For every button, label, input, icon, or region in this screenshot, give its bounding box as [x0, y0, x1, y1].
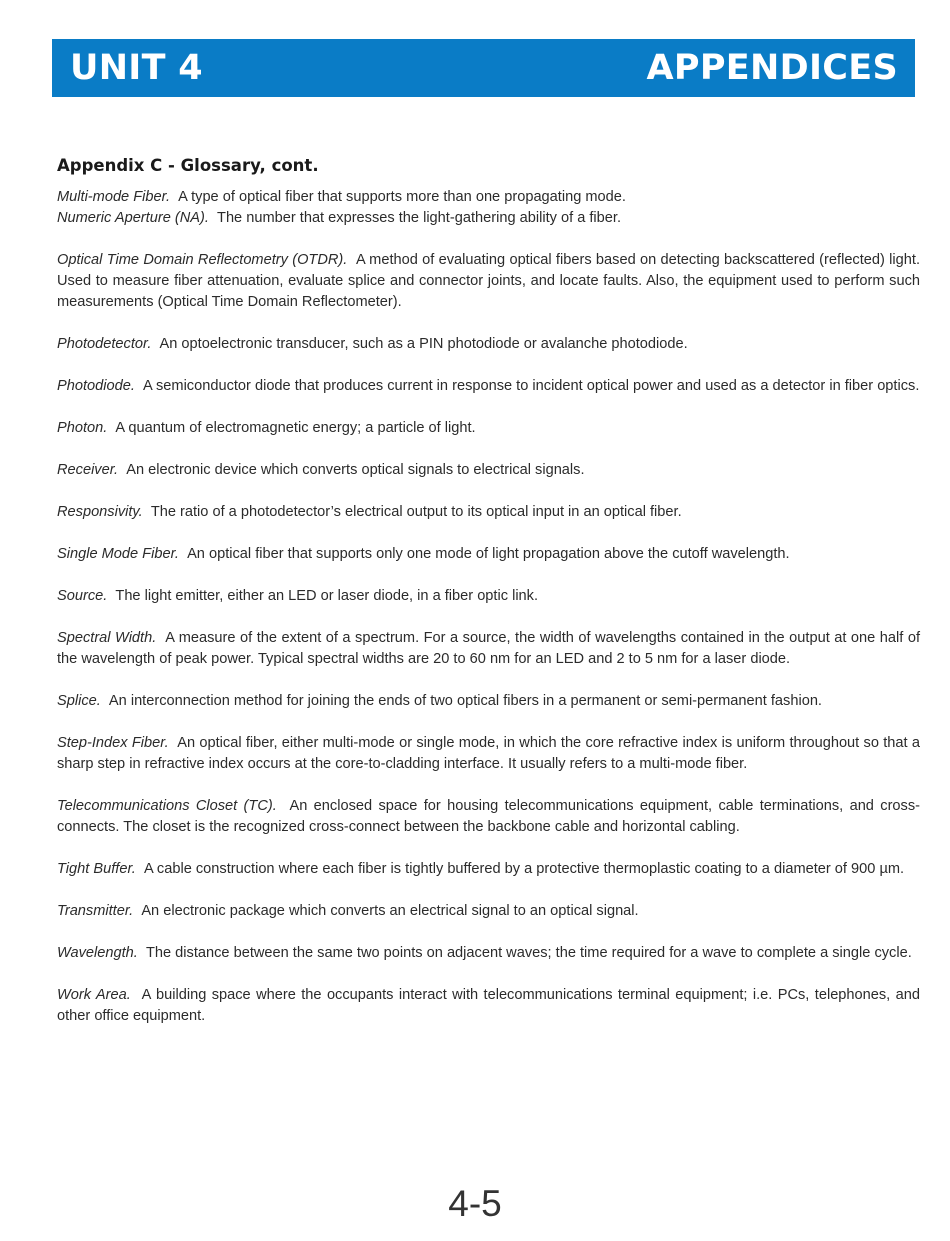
- glossary-term: Step-Index Fiber.: [57, 735, 169, 751]
- glossary-definition: A cable construction where each fiber is tightly buffered by a protective thermoplastic coating to a diameter of 900 µm.: [143, 861, 905, 877]
- glossary-definition: An electronic package which converts an electrical signal to an optical signal.: [141, 903, 639, 919]
- glossary-entry-work-area: [57, 985, 920, 1027]
- glossary-definition: An optical fiber, either multi-mode or single mode, in which the core refractive index is uniform throughout so that a sharp step in refractive index occurs at the core-to-cladding interface. It usually refers to a multi-mode fiber.: [57, 735, 920, 772]
- glossary-term: Responsivity.: [57, 504, 143, 520]
- glossary-term: Telecommunications Closet (TC).: [57, 798, 277, 814]
- glossary-definition: An electronic device which converts optical signals to electrical signals.: [126, 462, 585, 478]
- section-title: APPENDICES: [646, 47, 898, 88]
- glossary-term: Splice.: [57, 693, 101, 709]
- glossary-term: Transmitter.: [57, 903, 134, 919]
- glossary-definition: An interconnection method for joining the ends of two optical fibers in a permanent or semi-permanent fashion.: [108, 693, 822, 709]
- glossary-definition: A quantum of electromagnetic energy; a particle of light.: [115, 420, 476, 436]
- glossary-entry-source: [57, 586, 920, 607]
- glossary-definition: An optoelectronic transducer, such as a PIN photodiode or avalanche photodiode.: [159, 336, 688, 352]
- glossary-entry-receiver: [57, 460, 920, 481]
- glossary-term: Optical Time Domain Reflectometry (OTDR).: [57, 252, 348, 268]
- unit-banner: [52, 39, 915, 97]
- glossary-term: Photodetector.: [57, 336, 152, 352]
- glossary-entry-photodiode: [57, 376, 920, 397]
- glossary-entry-otdr: [57, 250, 920, 313]
- glossary-entry-multi-mode-fiber: [57, 187, 920, 208]
- glossary-entry-numeric-aperture: [57, 208, 920, 229]
- glossary-definition: The distance between the same two points on adjacent waves; the time required for a wave to complete a single cycle.: [145, 945, 912, 961]
- glossary-definition: A semiconductor diode that produces current in response to incident optical power and used as a detector in fiber optics.: [143, 378, 920, 394]
- glossary-definition: An enclosed space for housing telecommunications equipment, cable terminations, and cross-connects. The closet is the recognized cross-connect between the backbone cable and horizontal cabling.: [57, 798, 921, 835]
- glossary-term: Numeric Aperture (NA).: [57, 210, 209, 226]
- glossary-entry-photodetector: [57, 334, 920, 355]
- glossary-term: Receiver.: [57, 462, 119, 478]
- glossary-entry-single-mode-fiber: [57, 544, 920, 565]
- page-number: 4-5: [448, 1183, 502, 1224]
- glossary-term: Wavelength.: [57, 945, 138, 961]
- glossary-entry-tight-buffer: [57, 859, 920, 880]
- glossary-definition: An optical fiber that supports only one mode of light propagation above the cutoff wavelength.: [187, 546, 790, 562]
- unit-title: UNIT 4: [70, 47, 203, 88]
- glossary-entry-wavelength: [57, 943, 920, 964]
- glossary-entry-step-index-fiber: [57, 733, 920, 775]
- glossary-definition: The light emitter, either an LED or laser diode, in a fiber optic link.: [115, 588, 539, 604]
- glossary-definition: A measure of the extent of a spectrum. For a source, the width of wavelengths contained in the output at one half of the wavelength of peak power. Typical spectral widths are 20 to 60 nm for an LED and 2 to 5 nm for a laser diode.: [57, 630, 920, 667]
- glossary-entry-telecommunications-closet: [57, 796, 920, 838]
- glossary-entry-splice: [57, 691, 920, 712]
- glossary-term: Single Mode Fiber.: [57, 546, 179, 562]
- glossary-entry-spectral-width: [57, 628, 920, 670]
- glossary-term: Spectral Width.: [57, 630, 157, 646]
- glossary-definition: A building space where the occupants interact with telecommunications terminal equipment; i.e. PCs, telephones, and other office equipment.: [57, 987, 921, 1024]
- glossary-definition: The number that expresses the light-gathering ability of a fiber.: [217, 210, 622, 226]
- glossary-entry-transmitter: [57, 901, 920, 922]
- glossary-term: Photon.: [57, 420, 108, 436]
- glossary-term: Multi-mode Fiber.: [57, 189, 170, 205]
- glossary-definition: A method of evaluating optical fibers based on detecting backscattered (reflected) light. Used to measure fiber attenuation, evaluate splice and connector joints, and locate faults. Also, the equipment used to perform such measurements (Optical Time Domain Reflectometer).: [57, 252, 921, 310]
- glossary-term: Tight Buffer.: [57, 861, 136, 877]
- glossary-content: [57, 155, 920, 1027]
- glossary-definition: The ratio of a photodetector’s electrical output to its optical input in an optical fiber.: [150, 504, 682, 520]
- page-heading: Appendix C - Glossary, cont.: [57, 156, 319, 175]
- glossary-term: Source.: [57, 588, 108, 604]
- glossary-definition: A type of optical fiber that supports more than one propagating mode.: [178, 189, 626, 205]
- glossary-entry-photon: [57, 418, 920, 439]
- glossary-term: Photodiode.: [57, 378, 135, 394]
- glossary-term: Work Area.: [57, 987, 131, 1003]
- glossary-entry-responsivity: [57, 502, 920, 523]
